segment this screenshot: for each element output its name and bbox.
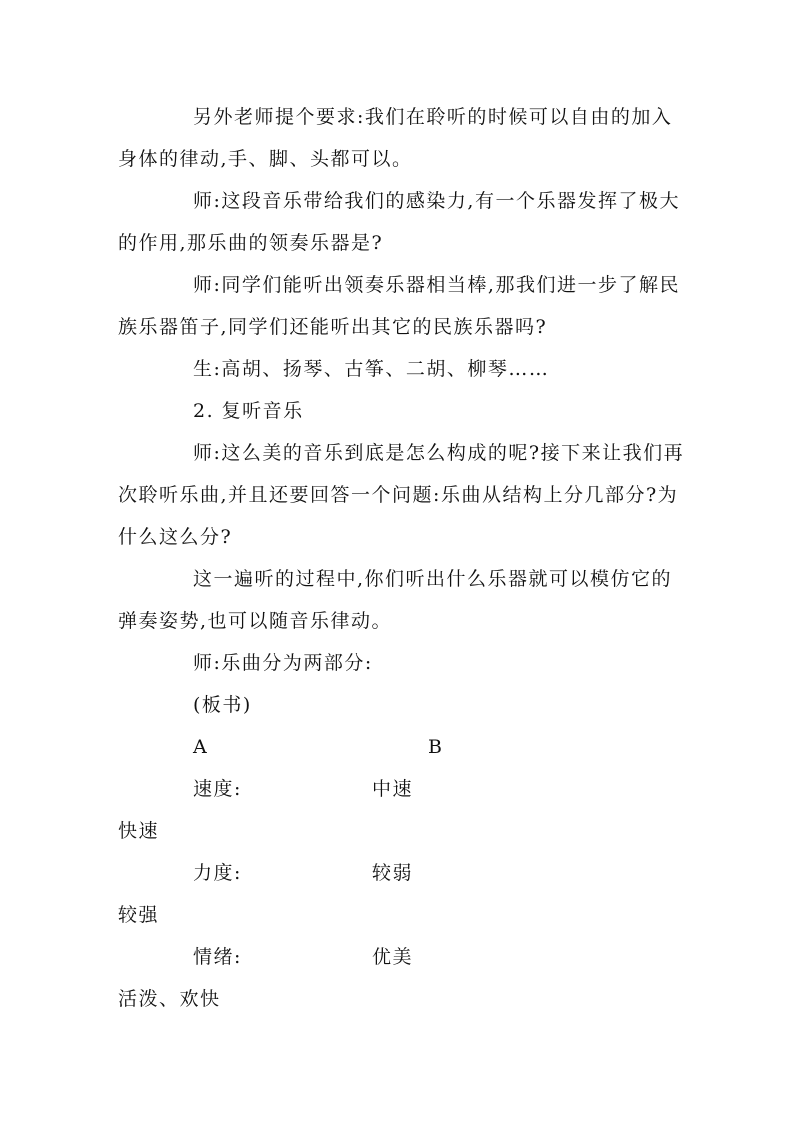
paragraph-line: 生:高胡、扬琴、古筝、二胡、柳琴…… xyxy=(193,358,550,380)
board-column-b: B xyxy=(428,736,444,758)
board-row-label: 情绪: xyxy=(193,946,242,968)
board-row-value-a: 优美 xyxy=(372,946,414,968)
paragraph-line: 什么这么分? xyxy=(118,526,233,548)
board-row-value-b: 活泼、欢快 xyxy=(118,988,221,1010)
board-column-a: A xyxy=(193,736,209,758)
paragraph-line: 次聆听乐曲,并且还要回答一个问题:乐曲从结构上分几部分?为 xyxy=(118,484,679,506)
paragraph-line: (板书) xyxy=(193,694,252,716)
board-row-label: 速度: xyxy=(193,778,242,800)
paragraph-line: 族乐器笛子,同学们还能听出其它的民族乐器吗? xyxy=(118,316,548,338)
paragraph-line: 师:这段音乐带给我们的感染力,有一个乐器发挥了极大 xyxy=(193,190,680,212)
paragraph-line: 师:这么美的音乐到底是怎么构成的呢?接下来让我们再 xyxy=(193,442,685,464)
paragraph-line: 的作用,那乐曲的领奏乐器是? xyxy=(118,232,384,254)
board-row-value-b: 快速 xyxy=(118,820,160,842)
board-row-value-a: 中速 xyxy=(372,778,414,800)
paragraph-line: 这一遍听的过程中,你们听出什么乐器就可以模仿它的 xyxy=(193,568,673,590)
paragraph-line: 师:同学们能听出领奏乐器相当棒,那我们进一步了解民 xyxy=(193,274,680,296)
board-row-value-a: 较弱 xyxy=(372,862,414,884)
paragraph-line: 弹奏姿势,也可以随音乐律动。 xyxy=(118,610,393,632)
paragraph-line: 另外老师提个要求:我们在聆听的时候可以自由的加入 xyxy=(193,106,673,128)
board-row-label: 力度: xyxy=(193,862,242,884)
paragraph-line: 身体的律动,手、脚、头都可以。 xyxy=(118,148,413,170)
section-heading: 2. 复听音乐 xyxy=(193,400,304,422)
paragraph-line: 师:乐曲分为两部分: xyxy=(193,652,373,674)
board-row-value-b: 较强 xyxy=(118,904,160,926)
